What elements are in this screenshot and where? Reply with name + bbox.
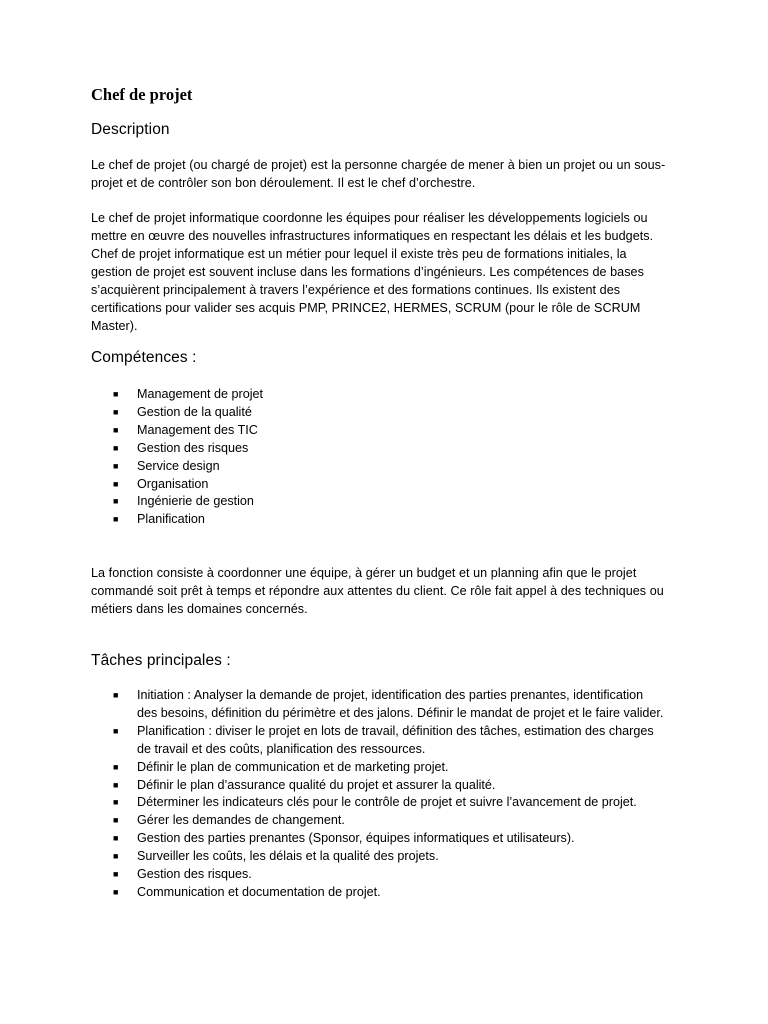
description-heading: Description <box>91 121 170 138</box>
list-item: ■ Définir le plan de communication et de marketing projet. <box>91 759 666 777</box>
bullet-icon: ■ <box>113 833 119 844</box>
bullet-icon: ■ <box>113 514 119 525</box>
taches-heading: Tâches principales : <box>91 652 231 669</box>
bullet-icon: ■ <box>113 406 119 417</box>
bullet-icon: ■ <box>113 851 119 862</box>
list-item: ■ Initiation : Analyser la demande de projet, identification des parties prenantes, identification des besoins, définition du périmètre et des jalons. Définir le mandat de projet et le faire valider. <box>113 688 664 720</box>
list-item: ■ Gérer les demandes de changement. <box>91 812 666 830</box>
list-item: ■ Communication et documentation de projet. <box>91 884 666 902</box>
list-item: ■ Gestion de la qualité <box>91 404 691 422</box>
bullet-icon: ■ <box>113 424 119 435</box>
list-item: ■ Gestion des parties prenantes (Sponsor, équipes informatiques et utilisateurs). <box>91 830 666 848</box>
bullet-icon: ■ <box>113 478 119 489</box>
competences-list <box>91 386 691 529</box>
competences-heading: Compétences : <box>91 349 197 366</box>
list-item: ■ Planification : diviser le projet en lots de travail, définition des tâches, estimation des charges de travail et des coûts, planification des ressources. <box>113 723 654 756</box>
taches-list <box>91 687 666 902</box>
bullet-icon: ■ <box>113 690 119 700</box>
fonction-paragraph: La fonction consiste à coordonner une équipe, à gérer un budget et un planning afin que le projet commandé soit prêt à temps et répondre aux attentes du client. Ce rôle fait appel à des techniques ou métiers dans les domaines concernés. <box>91 566 664 616</box>
page-title: Chef de projet <box>91 85 193 104</box>
bullet-icon: ■ <box>113 496 119 507</box>
list-item: ■ Management des TIC <box>91 422 691 440</box>
description-paragraph-1: Le chef de projet (ou chargé de projet) est la personne chargée de mener à bien un projet ou un sous-projet et de contrôler son bon déroulement. Il est le chef d’orchestre. <box>91 158 666 190</box>
list-item: ■ Gestion des risques. <box>91 866 666 884</box>
list-item: ■ Surveiller les coûts, les délais et la qualité des projets. <box>91 848 666 866</box>
list-item: ■ Déterminer les indicateurs clés pour le contrôle de projet et suivre l’avancement de projet. <box>91 794 666 812</box>
list-item: ■ Management de projet <box>91 386 691 404</box>
list-item: ■ Service design <box>91 458 691 476</box>
description-paragraph-2: Le chef de projet informatique coordonne les équipes pour réaliser les développements logiciels ou mettre en œuvre des nouvelles infrastructures informatiques en respectant les délais et les budgets. Chef de projet informatique est un métier pour lequel il existe très peu de formations initiales, la gestion de projet est souvent incluse dans les formations d’ingénieurs. Les compétences de bases s’acquièrent principalement à travers l’expérience et des formations continues. Ils existent des certifications pour valider ses acquis PMP, PRINCE2, HERMES, SCRUM (pour le rôle de SCRUM Master). <box>91 211 654 333</box>
bullet-icon: ■ <box>113 797 119 808</box>
list-item: ■ Ingénierie de gestion <box>91 493 691 511</box>
list-item: ■ Définir le plan d’assurance qualité du projet et assurer la qualité. <box>91 777 666 795</box>
list-item: ■ Gestion des risques <box>91 440 691 458</box>
list-item: ■ Planification <box>91 511 691 529</box>
bullet-icon: ■ <box>113 389 119 399</box>
bullet-icon: ■ <box>113 761 119 772</box>
bullet-icon: ■ <box>113 779 119 790</box>
list-item: ■ Organisation <box>91 476 691 494</box>
bullet-icon: ■ <box>113 460 119 471</box>
bullet-icon: ■ <box>113 442 119 453</box>
bullet-icon: ■ <box>113 815 119 826</box>
bullet-icon: ■ <box>113 869 119 880</box>
bullet-icon: ■ <box>113 725 119 736</box>
bullet-icon: ■ <box>113 886 119 897</box>
